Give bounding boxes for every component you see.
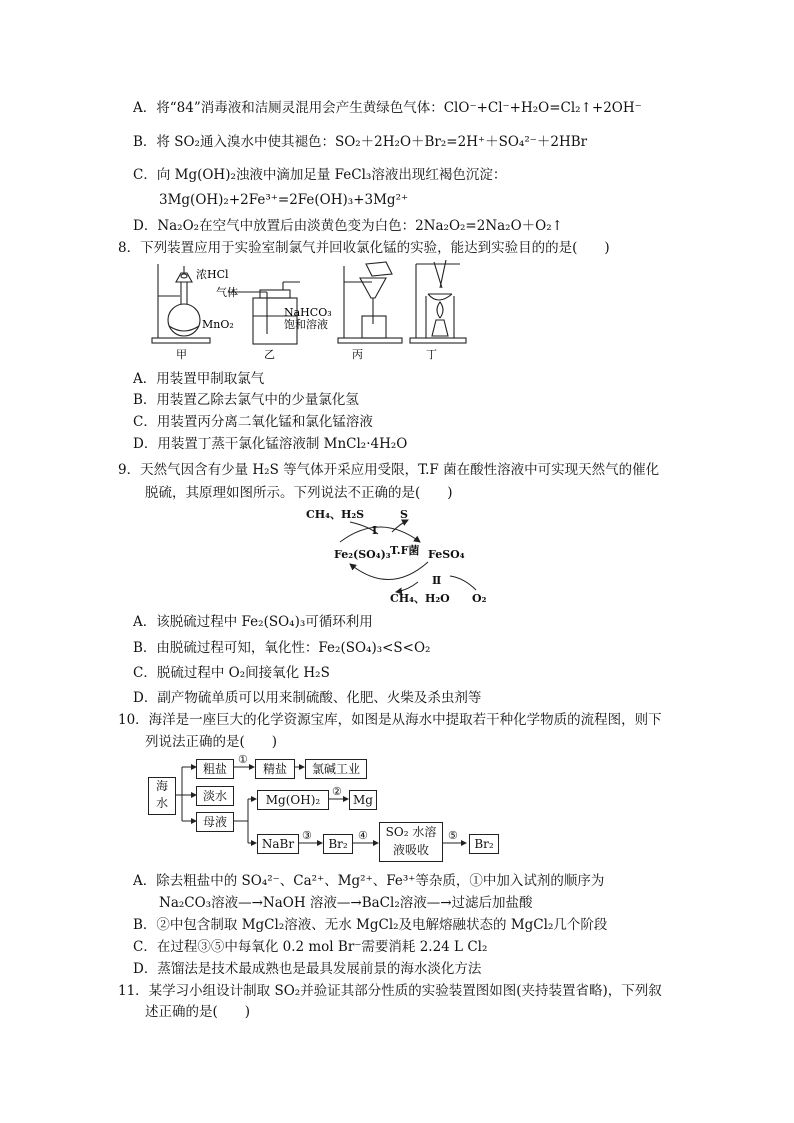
q10-stem-line2: 列说法正确的是( ): [145, 734, 278, 750]
q8-apparatus-figure: [140, 258, 470, 366]
q10-option-a-line2: Na₂CO₃溶液—→NaOH 溶液—→BaCl₂溶液—→过滤后加盐酸: [159, 895, 533, 911]
q9-center-bacteria: T.F菌: [390, 544, 420, 557]
q9-option-a: A．该脱硫过程中 Fe₂(SO₄)₃可循环利用: [133, 614, 373, 630]
q9-stem-line2: 脱硫，其原理如图所示。下列说法不正确的是( ): [145, 485, 453, 501]
q10-step-5: ⑤: [448, 829, 458, 842]
q9-step-1: Ⅰ: [372, 524, 378, 537]
q7-option-c: C．向 Mg(OH)₂浊液中滴加足量 FeCl₃溶液出现红褐色沉淀：: [133, 167, 507, 183]
label-saturated-solution: 饱和溶液: [284, 318, 328, 331]
q10-step-2: ②: [332, 785, 342, 798]
q9-left-compound: Fe₂(SO₄)₃: [334, 548, 391, 561]
q9-option-d: D．副产物硫单质可以用来制硫酸、化肥、火柴及杀虫剂等: [133, 690, 482, 706]
q10-box-mg: Mg: [349, 790, 377, 810]
q7-option-d: D．Na₂O₂在空气中放置后由淡黄色变为白色：2Na₂O₂=2Na₂O＋O₂↑: [133, 218, 563, 234]
label-mno2: MnO₂: [202, 318, 234, 331]
q7-option-c-equation: 3Mg(OH)₂+2Fe³⁺=2Fe(OH)₃+3Mg²⁺: [159, 192, 409, 208]
q10-stem-line1: 10．海洋是一座巨大的化学资源宝库，如图是从海水中提取若干种化学物质的流程图，则下: [118, 712, 662, 728]
q10-so2-label-line2: 液吸收: [392, 843, 429, 857]
q7-option-b: B．将 SO₂通入溴水中使其褪色：SO₂＋2H₂O＋Br₂=2H⁺＋SO₄²⁻＋2HBr: [133, 134, 588, 150]
q10-box-crude-salt: 粗盐: [196, 759, 234, 779]
q10-seawater-label: 海水: [155, 779, 168, 810]
q9-cycle-diagram: [300, 504, 500, 608]
q9-option-b: B．由脱硫过程可知，氧化性：Fe₂(SO₄)₃<S<O₂: [133, 640, 431, 656]
q10-option-c: C．在过程③⑤中每氧化 0.2 mol Br⁻需要消耗 2.24 L Cl₂: [133, 939, 488, 955]
q10-box-refined-salt: 精盐: [255, 759, 295, 779]
q9-bottom-input: O₂: [472, 592, 487, 605]
q9-top-input: CH₄、H₂S: [306, 508, 365, 521]
q9-step-2: Ⅱ: [432, 574, 442, 587]
label-gas: 气体: [216, 286, 238, 299]
q10-box-br2-a: Br₂: [323, 834, 353, 854]
q11-stem-line1: 11．某学习小组设计制取 SO₂并验证其部分性质的实验装置图如图(夹持装置省略)，下列叙: [118, 983, 662, 999]
q10-box-fresh-water: 淡水: [196, 786, 234, 806]
q10-box-mother-liquor: 母液: [196, 812, 234, 832]
q9-top-output: S: [400, 508, 408, 521]
q7-option-a: A．将“84”消毒液和洁厕灵混用会产生黄绿色气体：ClO⁻+Cl⁻+H₂O=Cl₂↑+2OH⁻: [133, 100, 642, 116]
q11-stem-line2: 述正确的是( ): [145, 1004, 251, 1020]
q10-box-br2-b: Br₂: [469, 834, 499, 854]
label-bing: 丙: [352, 348, 363, 361]
q8-option-d: D．用装置丁蒸干氯化锰溶液制 MnCl₂·4H₂O: [133, 436, 408, 452]
q9-bottom-output: CH₄、H₂O: [390, 592, 450, 605]
label-yi: 乙: [264, 348, 275, 361]
q10-box-chlor-alkali: 氯碱工业: [305, 759, 367, 779]
q10-step-4: ④: [358, 829, 368, 842]
q10-option-b: B．②中包含制取 MgCl₂溶液、无水 MgCl₂及电解熔融状态的 MgCl₂几个阶段: [133, 917, 608, 933]
q8-option-a: A．用装置甲制取氯气: [133, 371, 265, 387]
label-ding: 丁: [426, 348, 437, 361]
label-conc-hcl: 浓HCl: [196, 268, 229, 281]
q9-right-compound: FeSO₄: [428, 548, 465, 561]
q9-stem-line1: 9．天然气因含有少量 H₂S 等气体开采应用受限，T.F 菌在酸性溶液中可实现天然气的催化: [118, 462, 660, 478]
q8-option-c: C．用装置丙分离二氧化锰和氯化锰溶液: [133, 414, 373, 430]
q10-step-1: ①: [238, 755, 248, 766]
q9-option-c: C．脱硫过程中 O₂间接氧化 H₂S: [133, 665, 330, 681]
q10-box-mgoh2: Mg(OH)₂: [257, 790, 329, 810]
q10-step-3: ③: [302, 829, 312, 842]
q10-box-seawater: [148, 777, 176, 815]
q10-box-nabr: NaBr: [257, 834, 299, 854]
q8-stem: 8．下列装置应用于实验室制氯气并回收氯化锰的实验，能达到实验目的的是( ): [118, 240, 610, 256]
label-jia: 甲: [176, 348, 187, 361]
label-nahco3: NaHCO₃: [284, 306, 332, 319]
q10-so2-label-line1: SO₂ 水溶: [385, 825, 437, 839]
q8-option-b: B．用装置乙除去氯气中的少量氯化氢: [133, 392, 359, 408]
q10-option-a: A．除去粗盐中的 SO₄²⁻、Ca²⁺、Mg²⁺、Fe³⁺等杂质，①中加入试剂的顺序为: [133, 873, 605, 889]
q10-box-so2-absorb: [379, 822, 443, 862]
q10-option-d: D．蒸馏法是技术最成熟也是最具发展前景的海水淡化方法: [133, 961, 482, 977]
